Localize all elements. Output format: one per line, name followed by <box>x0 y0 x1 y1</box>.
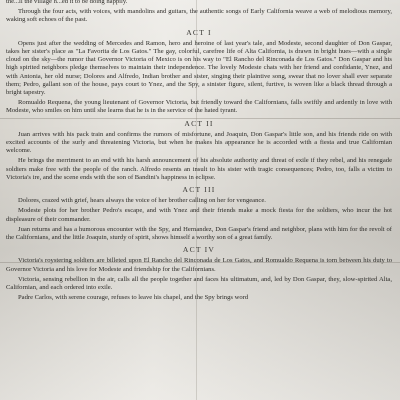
act-3 <box>6 186 392 242</box>
act-paragraph: Dolores, crazed with grief, hears always the voice of her brother calling on her for vengeance. <box>18 197 266 205</box>
act-paragraph: Modeste plots for her brother Pedro's escape, and with Ynez and their friends make a mock fiesta for the soldiers, who incur the hot displeasure of their commander. <box>6 207 392 223</box>
intro-paragraph: Through the four acts, with voices, with mandolins and guitars, the authentic songs of Early California weave a web of melodious memory, waking soft echoes of the past. <box>6 8 392 24</box>
top-fragment: the...ll the village h...ed it to be doing happily. <box>6 0 128 5</box>
act-paragraph: He brings the merriment to an end with his harsh announcement of his absolute authority and threat of exile if they rebel, and his renegade soldiers make free with the people of the ranch. Alfredo resents an insult to his sister with tragic consequences; Pedro, too, falls a victim to Victoria's ire, and the scene ends with the son of Bandini's happiness in eclipse. <box>6 157 392 181</box>
act-heading: ACT III <box>182 185 216 195</box>
act-4 <box>6 246 392 302</box>
act-paragraph: Victoria's roystering soldiers are billeted upon El Rancho del Rinconada de Los Gatos, and Romualdo Requena is torn between his duty to Governor Victoria and his love for Modeste and friendship for the Californians. <box>6 257 392 273</box>
act-paragraph: Juan arrives with his pack train and confirms the rumors of misfortune, and Joaquin, Don Gaspar's little son, and his friends ride on with excited accounts of the surly and threatening Victoria, but when he makes his appearance he is accorded with a fiesta and true Californian welcome. <box>6 130 392 155</box>
act-2 <box>6 120 392 182</box>
document-body <box>6 0 392 305</box>
act-paragraph: Victoria, sensing rebellion in the air, calls all the people together and faces his ultimatum, and, led by Don Gaspar, they, slow-spirited Alta, Californian, and each ordered into exile. <box>6 275 392 292</box>
act-heading: ACT I <box>186 27 212 37</box>
act-paragraph: Opens just after the wedding of Mercedes and Ramon, hero and heroine of last year's tale, and Modeste, second daughter of Don Gaspar, takes her sister's place as "La Favorita de Los Gatos." The gay, colorful, carefree life of Alta California, is drawn in bright hues—with a single cloud on the sky—the rumor that Governor Victoria of Mexico is on his way to "El Rancho del Rinconada de Los Gatos." Don Gaspar and his high spirited neighbors pledge themselves to maintain their independence. The lovely Modeste chats with her friend and confidante, Ynez, and with Antonia, her old nurse; Dolores and Alfredo, Indian brother and sister, singing their plaintive song, swear that no lover shall ever separate them; Pedro, gallant son of the house, pays court to Ynez, and the Spy, a sinister figure, silent, furtive, is woven like a black thread through a bright tapestry. <box>6 39 392 97</box>
act-paragraph: Romualdo Requena, the young lieutenant of Governor Victoria, but friendly toward the Californians, falls swiftly and ardently in love with Modeste, who smiles on him until she learns that he is in the service of the hated tyrant. <box>6 99 392 115</box>
act-heading: ACT IV <box>182 245 216 255</box>
act-1 <box>6 29 392 116</box>
act-paragraph: Juan returns and has a humorous encounter with the Spy, and Hernandez, Don Gaspar's friend and neighbor, plans with him for the revolt of the Californians, and the little Joaquin, sturdy of spirit, shows himself a worthy son of a great family. <box>6 225 392 242</box>
act-paragraph: Padre Carlos, with serene courage, refuses to leave his chapel, and the Spy brings word <box>18 294 249 302</box>
act-heading: ACT II <box>184 118 214 128</box>
